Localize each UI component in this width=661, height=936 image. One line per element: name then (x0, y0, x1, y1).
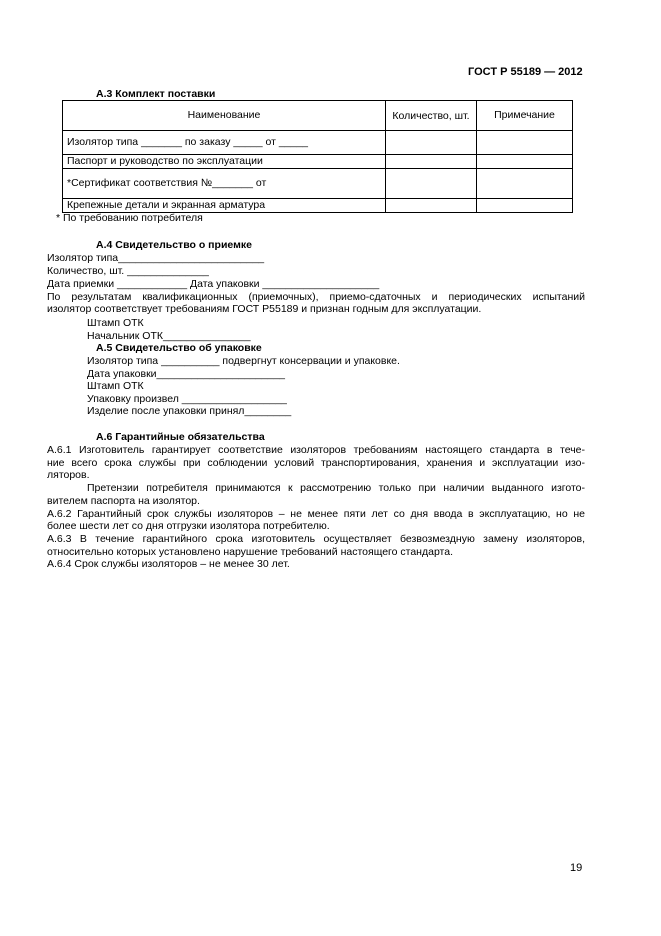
note-cell (477, 131, 573, 155)
a6-claims-line-2: вителем паспорта на изолятор. (47, 495, 200, 507)
document-id: ГОСТ Р 55189 — 2012 (468, 66, 583, 78)
quantity-cell (386, 199, 477, 213)
a6-2-line-1: А.6.2 Гарантийный срок службы изоляторов – не менее пяти лет со дня ввода в эксплуатацию, но не (47, 508, 585, 520)
section-a4-title: А.4 Свидетельство о приемке (96, 239, 252, 251)
a6-4-line: А.6.4 Срок службы изоляторов – не менее 30 лет. (47, 558, 290, 570)
row-name-fasteners: Крепежные детали и экранная арматура (63, 199, 386, 213)
a4-paragraph-line-1: По результатам квалификационных (приемочных), приемо-сдаточных и периодических испытаний (47, 291, 585, 303)
a6-1-line-2: ние всего срока службы при соблюдении условий транспортирования, хранения и эксплуатации изо- (47, 457, 585, 469)
column-header-quantity: Количество, шт. (386, 101, 477, 131)
section-a3-title: А.3 Комплект поставки (96, 88, 216, 100)
table-row (63, 199, 573, 213)
note-cell (477, 155, 573, 169)
page-number: 19 (570, 862, 583, 874)
a4-dates-line: Дата приемки ____________ Дата упаковки ____________________ (47, 278, 380, 290)
a6-3-line-1: А.6.3 В течение гарантийного срока изготовитель осуществляет безвозмездную замену изоляторов, (47, 533, 585, 545)
delivery-kit-table (62, 100, 573, 213)
row-name-insulator: Изолятор типа _______ по заказу _____ от _____ (63, 131, 386, 155)
a6-3-line-2: относительно которых установлено нарушение требований настоящего стандарта. (47, 546, 454, 558)
a4-stamp-line: Штамп ОТК (87, 317, 144, 329)
a6-claims-line-1: Претензии потребителя принимаются к рассмотрению только при наличии выданного изгото- (87, 482, 585, 494)
a5-stamp-line: Штамп ОТК (87, 380, 144, 392)
a6-2-line-2: более шести лет со дня отгрузки изолятора потребителю. (47, 520, 330, 532)
quantity-cell (386, 131, 477, 155)
a6-1-line-1: А.6.1 Изготовитель гарантирует соответствие изоляторов требованиям настоящего стандарта в тече- (47, 444, 585, 456)
a6-1-line-3: ляторов. (47, 469, 90, 481)
table-row (63, 155, 573, 169)
row-name-passport: Паспорт и руководство по эксплуатации (63, 155, 386, 169)
table-row (63, 131, 573, 155)
note-cell (477, 199, 573, 213)
a4-quantity-line: Количество, шт. ______________ (47, 265, 209, 277)
quantity-cell (386, 155, 477, 169)
column-header-note: Примечание (477, 101, 573, 131)
section-a5-title: А.5 Свидетельство об упаковке (96, 342, 262, 354)
a4-chief-line: Начальник ОТК_______________ (87, 330, 251, 342)
a4-paragraph-line-2: изолятор соответствует требованиям ГОСТ Р55189 и признан годным для эксплуатации. (47, 303, 482, 315)
column-header-name: Наименование (63, 101, 386, 131)
table-footnote: * По требованию потребителя (56, 212, 203, 224)
a5-insulator-line: Изолятор типа __________ подвергнут консервации и упаковке. (87, 355, 400, 367)
a5-accepted-by-line: Изделие после упаковки принял________ (87, 405, 292, 417)
section-a6-title: А.6 Гарантийные обязательства (96, 431, 265, 443)
table-row (63, 169, 573, 199)
a5-packing-date-line: Дата упаковки______________________ (87, 368, 286, 380)
note-cell (477, 169, 573, 199)
a5-packed-by-line: Упаковку произвел __________________ (87, 393, 287, 405)
quantity-cell (386, 169, 477, 199)
a4-insulator-type-line: Изолятор типа_________________________ (47, 252, 265, 264)
table-header-row (63, 101, 573, 131)
row-name-certificate: *Сертификат соответствия №_______ от (63, 169, 386, 199)
